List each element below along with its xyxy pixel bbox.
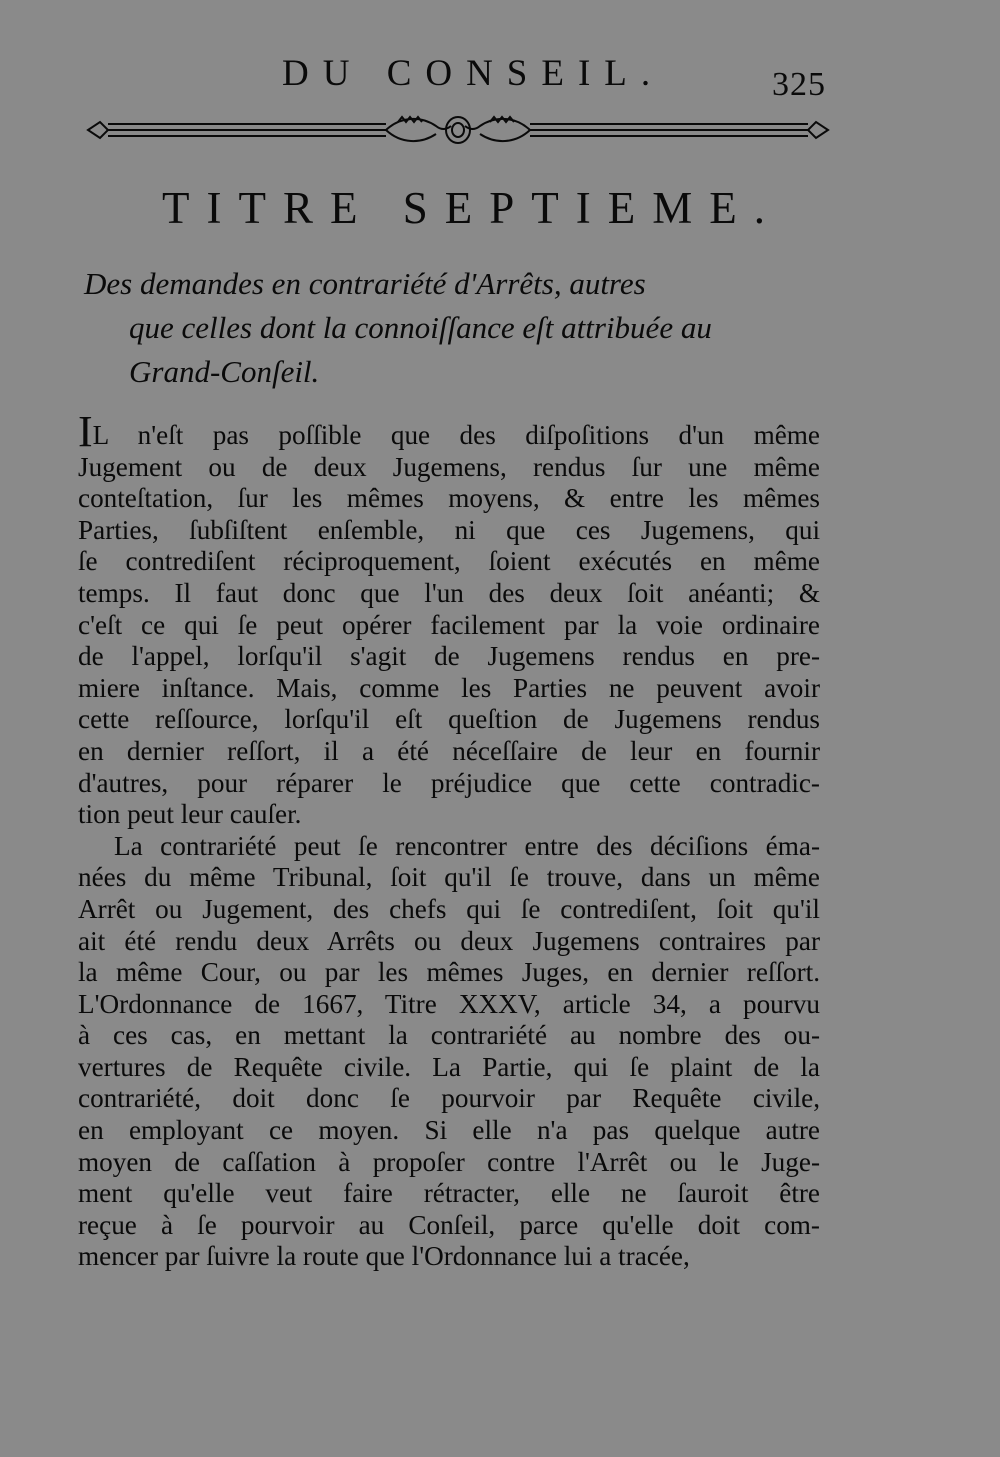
ornamental-rule <box>86 112 830 148</box>
page-number: 325 <box>772 66 826 103</box>
text-line: reçue à ſe pourvoir au Conſeil, parce qu'elle doit com- <box>78 1209 820 1240</box>
text-line: moyen de caſſation à propoſer contre l'Arrêt ou le Juge- <box>78 1146 820 1177</box>
text-line: tion peut leur cauſer. <box>78 799 302 830</box>
body-text <box>78 407 820 1273</box>
text-line: temps. Il faut donc que l'un des deux ſoit anéanti; & <box>78 577 820 608</box>
text-line: mencer par ſuivre la route que l'Ordonnance lui a tracée, <box>78 1241 690 1272</box>
text-line: c'eſt ce qui ſe peut opérer facilement par la voie ordinaire <box>78 609 820 640</box>
text-line: en dernier reſſort, il a été néceſſaire de leur en fournir <box>78 735 820 766</box>
text-line: en employant ce moyen. Si elle n'a pas quelque autre <box>78 1115 820 1146</box>
text-line: L'Ordonnance de 1667, Titre XXXV, article 34, a pourvu <box>78 988 820 1019</box>
text-line: La contrariété peut ſe rencontrer entre des déciſions éma- <box>114 830 820 861</box>
text-line: nées du même Tribunal, ſoit qu'il ſe trouve, dans un même <box>78 862 820 893</box>
text-line: ſe contrediſent réciproquement, ſoient exécutés en même <box>78 546 820 577</box>
text-line: la même Cour, ou par les mêmes Juges, en dernier reſſort. <box>78 957 820 988</box>
text-line: ment qu'elle veut faire rétracter, elle ne ſauroit être <box>78 1178 820 1209</box>
chapter-title: TITRE SEPTIEME. <box>162 183 782 233</box>
running-title: DU CONSEIL. <box>282 53 665 94</box>
text-line: miere inſtance. Mais, comme les Parties ne peuvent avoir <box>78 672 820 703</box>
text-line-content: L n'eſt pas poſſible que des diſpoſitions d'un même <box>92 420 820 450</box>
text-line: d'autres, pour réparer le préjudice que cette contradic- <box>78 767 820 798</box>
text-line: conteſtation, ſur les mêmes moyens, & entre les mêmes <box>78 483 820 514</box>
chapter-subtitle <box>84 262 844 394</box>
text-line: Parties, ſubſiſtent enſemble, ni que ces Jugemens, qui <box>78 514 820 545</box>
text-line: de l'appel, lorſqu'il s'agit de Jugemens rendus en pre- <box>78 641 820 672</box>
text-line: cette reſſource, lorſqu'il eſt queſtion de Jugemens rendus <box>78 704 820 735</box>
subtitle-line: Grand-Conſeil. <box>129 354 320 389</box>
subtitle-line: Des demandes en contrariété d'Arrêts, autres <box>84 266 646 301</box>
subtitle-line: que celles dont la connoiſſance eſt attribuée au <box>129 310 712 345</box>
text-line: ait été rendu deux Arrêts ou deux Jugemens contraires par <box>78 925 820 956</box>
text-line: Jugement ou de deux Jugemens, rendus ſur une même <box>78 451 820 482</box>
text-line <box>78 407 820 456</box>
paragraph-2 <box>78 831 820 1273</box>
text-line: Arrêt ou Jugement, des chefs qui ſe contrediſent, ſoit qu'il <box>78 893 820 924</box>
drop-cap: I <box>78 407 93 456</box>
text-line: vertures de Requête civile. La Partie, qui ſe plaint de la <box>78 1051 820 1082</box>
text-line: contrariété, doit donc ſe pourvoir par Requête civile, <box>78 1083 820 1114</box>
text-line: à ces cas, en mettant la contrariété au nombre des ou- <box>78 1020 820 1051</box>
paragraph-1 <box>78 407 820 831</box>
running-header <box>0 52 1000 102</box>
